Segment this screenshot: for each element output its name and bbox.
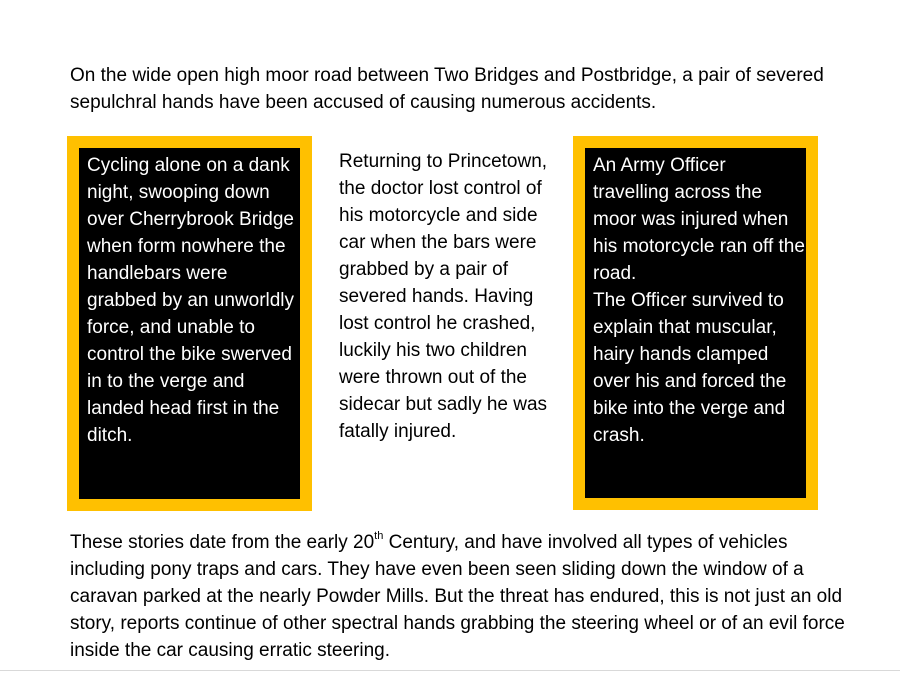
story-officer-text-1: An Army Officer travelling across the moor was injured when his motorcycle ran off the road. <box>593 155 805 284</box>
story-box-army-officer-panel <box>585 148 806 498</box>
outro-text-rest: Century, and have involved all types of vehicles including pony traps and cars. They have even been seen sliding down the window of a caravan parked at the nearly Powder Mills. But the threat has endured, this is not just an old story, reports continue of other spectral hands grabbing the steering wheel or of an evil force inside the car causing erratic steering. <box>70 532 845 661</box>
intro-paragraph: On the wide open high moor road between Two Bridges and Postbridge, a pair of severed sepulchral hands have been accused of causing numerous accidents. <box>70 65 824 113</box>
story-cyclist-text: Cycling alone on a dank night, swooping down over Cherrybrook Bridge when form nowhere the handlebars were grabbed by an unworldly force, and unable to control the bike swerved in to the verge and landed head first in the ditch. <box>87 155 295 446</box>
story-officer-text-2: The Officer survived to explain that muscular, hairy hands clamped over his and forced the bike into the verge and crash. <box>593 290 787 446</box>
outro-superscript: th <box>374 529 384 542</box>
story-doctor-text: Returning to Princetown, the doctor lost control of his motorcycle and side car when the bars were grabbed by a pair of severed hands. Having lost control he crashed, luckily his two children were thrown out of the sidecar but sadly he was fatally injured. <box>339 151 548 442</box>
story-box-army-officer <box>573 136 818 510</box>
bottom-divider <box>0 670 900 671</box>
story-box-cyclist-panel <box>79 148 300 499</box>
outro-paragraph <box>70 529 860 664</box>
outro-text-start: These stories date from the early 20 <box>70 532 375 553</box>
story-box-cyclist <box>67 136 312 511</box>
